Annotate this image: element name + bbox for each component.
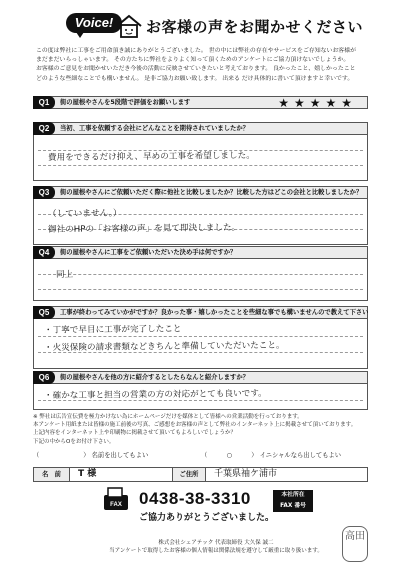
fax-badge-line: 本社所在 — [281, 492, 305, 498]
privacy-line: 当アンケートで取得したお客様の個人情報は関係法規を遵守して厳重に取り扱います。 — [109, 548, 323, 554]
consent-mark: ○ — [226, 452, 233, 459]
consent-label: イニシャルなら出してもよい — [259, 452, 342, 459]
question-number: Q2 — [33, 122, 55, 135]
question-text: 街の屋根やさんを他の方に紹介するとしたらなんと紹介しますか？ — [60, 374, 249, 381]
answer-text: 御社のHPの「お客様の声」を見て即決しました。 — [47, 222, 241, 236]
seal-stamp: 高田 — [342, 526, 368, 562]
customer-info — [33, 467, 368, 482]
question-text: 街の屋根やさんを5段階で評価をお願いします — [60, 99, 191, 106]
company-line: 株式会社シェアテック 代表取締役 大久保 誠二 — [158, 540, 274, 546]
answer-text: （していません。） — [47, 208, 122, 220]
answer-box-q2[interactable] — [33, 135, 368, 181]
fax-icon — [103, 486, 129, 512]
answer-text: ・火災保険の請求書類などきちんと準備していただいたこと。 — [43, 340, 285, 354]
intro-line: まだまだいらっしゃいます。 その方たちに弊社をよりよく知って頂くためのアンケートにご協力頂けないでしょうか。 — [36, 57, 350, 64]
intro-line: お客様のご意見をお聞かせいただき今後の活動に反映させていきたいと考えております。 良かったこと、嬉しかったこと — [36, 66, 356, 73]
note-line: 下記の中からOをお付け下さい。 — [33, 438, 115, 445]
intro-text — [36, 47, 372, 84]
question-q2 — [33, 122, 368, 135]
question-text: 工事が終わってみていかがですか？良かった事・嬉しかったことを些細な事でも構いませんので教えて下さい — [60, 309, 369, 316]
question-q3 — [33, 186, 368, 199]
question-q4 — [33, 246, 368, 259]
thanks-message: ご協力ありがとうございました。 — [139, 513, 275, 523]
answer-text: ・丁寧で早目に工事が完了したこと — [43, 324, 182, 336]
answer-text: ・確かな工事と担当の営業の方の対応がとても良いです。 — [43, 388, 267, 402]
fax-block — [103, 486, 313, 526]
consent-option-initial[interactable]: （ ○ ） イニシャルなら出してもよい — [201, 452, 342, 459]
consent-notes — [33, 413, 373, 446]
note-line: ※ 弊社は広告宣伝費を極力かけない為にホームページだけを媒体として皆様への営業活動を行っております。 — [33, 414, 303, 420]
answer-box-q5[interactable] — [33, 319, 368, 369]
question-text: 当初、工事を依頼する会社にどんなことを期待されていましたか？ — [60, 125, 249, 132]
footer — [96, 539, 336, 555]
question-text: 街の屋根やさんにご依頼いただく際に他社と比較しましたか？比較した方はどこの会社と比較しましたか？ — [60, 189, 363, 196]
question-q1 — [33, 96, 368, 109]
note-line: 本アンケート用紙または皆様の施工前後の写真、ご感想をお客様の声として弊社のインターネット上に掲載させて頂いております。 — [33, 422, 357, 429]
page-title: お客様の声をお聞かせください — [146, 18, 364, 36]
voice-badge: Voice! — [66, 13, 122, 33]
question-number: Q6 — [33, 371, 55, 384]
answer-box-q3[interactable] — [33, 199, 368, 245]
fax-icon-label: FAX — [110, 502, 122, 508]
note-line: 上記内容をインターネット上や印刷物に掲載させて頂いてもよろしいでしょうか？ — [33, 430, 237, 437]
question-number: Q5 — [33, 306, 55, 319]
answer-box-q6[interactable] — [33, 384, 368, 410]
answer-text: 費用をできるだけ抑え、早めの工事を希望しました。 — [47, 150, 255, 164]
house-icon — [115, 14, 143, 38]
fax-badge-line: FAX 番号 — [280, 503, 306, 509]
fax-number: 0438-38-3310 — [139, 489, 251, 508]
name-field[interactable]: T 様 — [78, 469, 97, 479]
consent-option-name[interactable]: （ ） 名前を出してもよい — [33, 452, 149, 459]
answer-text: 同上 — [55, 269, 74, 281]
fax-badge — [273, 490, 313, 512]
intro-line: どのような些細なことでも構いません。 是非ご協力お願い致します。 出来る だけ具体的に書いて頂けますと幸いです。 — [36, 75, 354, 82]
header — [0, 0, 400, 42]
rating-stars[interactable]: ★★★★★ — [278, 96, 357, 110]
question-number: Q3 — [33, 186, 55, 199]
survey-form — [33, 96, 368, 526]
address-field[interactable]: 千葉県袖ケ浦市 — [214, 469, 278, 479]
consent-label: 名前を出してもよい — [91, 452, 149, 459]
address-label: ご住所 — [172, 468, 206, 481]
question-number: Q4 — [33, 246, 55, 259]
intro-line: この度は弊社に工事をご用命頂き誠にありがとうございました。 世の中には弊社の存在やサービスをご存知ないお客様が — [36, 48, 356, 54]
consent-options — [33, 451, 343, 461]
question-q5 — [33, 306, 368, 319]
answer-box-q4[interactable] — [33, 259, 368, 301]
question-q6 — [33, 371, 368, 384]
name-label: 名 前 — [34, 468, 70, 481]
question-text: 街の屋根やさんに工事をご依頼いただいた決め手は何ですか？ — [60, 249, 237, 256]
question-number: Q1 — [33, 96, 55, 109]
